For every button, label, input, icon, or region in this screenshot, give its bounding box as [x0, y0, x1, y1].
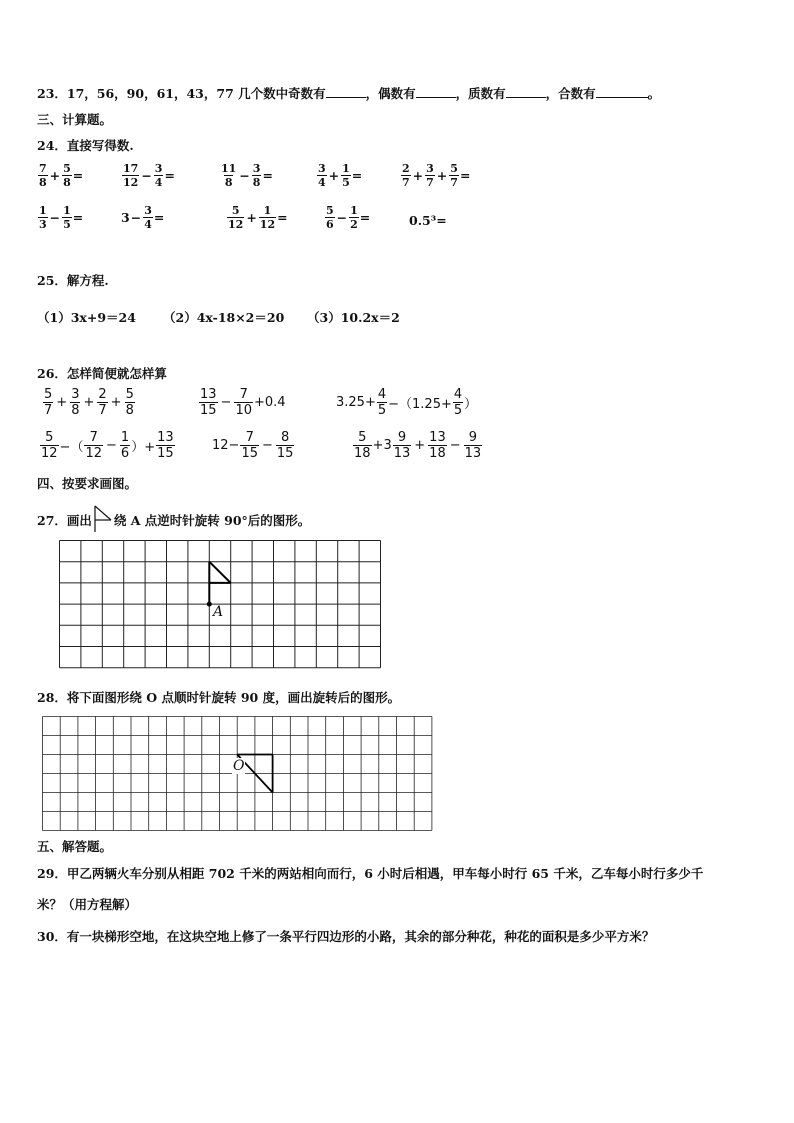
q26-expression-2: $\frac{13}{15}$ − $\frac{7}{10}$ +0.4 — [200, 387, 286, 418]
section-3-heading: 三、计算题。 — [37, 112, 113, 127]
small-flag-figure-icon — [93, 506, 113, 532]
q27-point-label-a: A — [213, 604, 224, 620]
q26-expression-6: $\frac{5}{18}$ +3 $\frac{9}{13}$ + $\frac{13}{18}$ − $\frac{9}{13}$ — [354, 430, 482, 461]
question-27: 27．画出 绕 A 点逆时针旋转 90°后的图形。 — [37, 506, 310, 532]
question-29-line-2: 米？（用方程解） — [37, 897, 138, 912]
q26-expression-5: 12− $\frac{7}{15}$ − $\frac{8}{15}$ — [212, 430, 294, 461]
question-28-title: 28．将下面图形绕 O 点顺时针旋转 90 度，画出旋转后的图形。 — [37, 690, 401, 705]
point-a-dot — [207, 602, 212, 607]
section-4-heading: 四、按要求画图。 — [37, 476, 138, 491]
question-30: 30．有一块梯形空地，在这块空地上修了一条平行四边形的小路，其余的部分种花，种花的面积是多少平方米？ — [37, 929, 655, 944]
q26-expression-3: 3.25+ $\frac{4}{5}$ −（1.25+ $\frac{4}{5}$ ） — [336, 387, 478, 418]
q25-equation-3: （3）10.2x＝2 — [307, 310, 400, 325]
question-25-title: 25．解方程. — [37, 273, 109, 288]
q26-expression-4: $\frac{5}{12}$ −（ $\frac{7}{12}$ − $\frac{1}{6}$ ）+ $\frac{13}{15}$ — [41, 430, 174, 461]
q24-item-10: 0.5³= — [409, 213, 447, 228]
q24-item-8: $\frac{5}{12}$ + $\frac{1}{12}$ = — [228, 204, 288, 231]
q26-expression-1: $\frac{5}{7}$ + $\frac{3}{8}$ + $\frac{2}{7}$ + $\frac{5}{8}$ — [44, 387, 134, 418]
q25-equation-2: （2）4x-18×2＝20 — [163, 310, 285, 325]
section-5-heading: 五、解答题。 — [37, 839, 113, 854]
question-24-title: 24．直接写得数. — [37, 138, 134, 153]
q24-item-7: 3 − $\frac{3}{4}$ = — [121, 204, 165, 231]
question-26-title: 26．怎样简便就怎样算 — [37, 366, 167, 381]
answer-blank-prime[interactable] — [506, 86, 546, 98]
answer-blank-even[interactable] — [416, 86, 456, 98]
q24-item-5: $\frac{2}{7}$ + $\frac{3}{7}$ + $\frac{5}{7}$ = — [402, 162, 471, 189]
q24-item-2: $\frac{17}{12}$ − $\frac{3}{4}$ = — [123, 162, 175, 189]
q24-item-9: $\frac{5}{6}$ − $\frac{1}{2}$ = — [326, 204, 371, 231]
q24-item-3: $\frac{11}{8}$ − $\frac{3}{8}$ = — [221, 162, 273, 189]
question-29-line-1: 29．甲乙两辆火车分别从相距 702 千米的两站相向而行，6 小时后相遇，甲车每小时行 65 千米，乙车每小时行多少千 — [37, 866, 704, 881]
q25-equation-1: （1）3x+9＝24 — [37, 310, 136, 325]
answer-blank-composite[interactable] — [596, 86, 648, 98]
q24-item-1: $\frac{7}{8}$ + $\frac{5}{8}$ = — [39, 162, 84, 189]
question-23: 23．17，56，90，61，43，77 几个数中奇数有 ，偶数有 ，质数有 ，合数有 。 — [37, 86, 661, 101]
q28-grid[interactable] — [42, 716, 434, 832]
q24-item-4: $\frac{3}{4}$ + $\frac{1}{5}$ = — [318, 162, 363, 189]
q28-point-label-o: O — [233, 758, 245, 774]
answer-blank-odd[interactable] — [326, 86, 366, 98]
figure-diagonal-edge — [209, 562, 230, 583]
q24-item-6: $\frac{1}{3}$ − $\frac{1}{5}$ = — [39, 204, 84, 231]
